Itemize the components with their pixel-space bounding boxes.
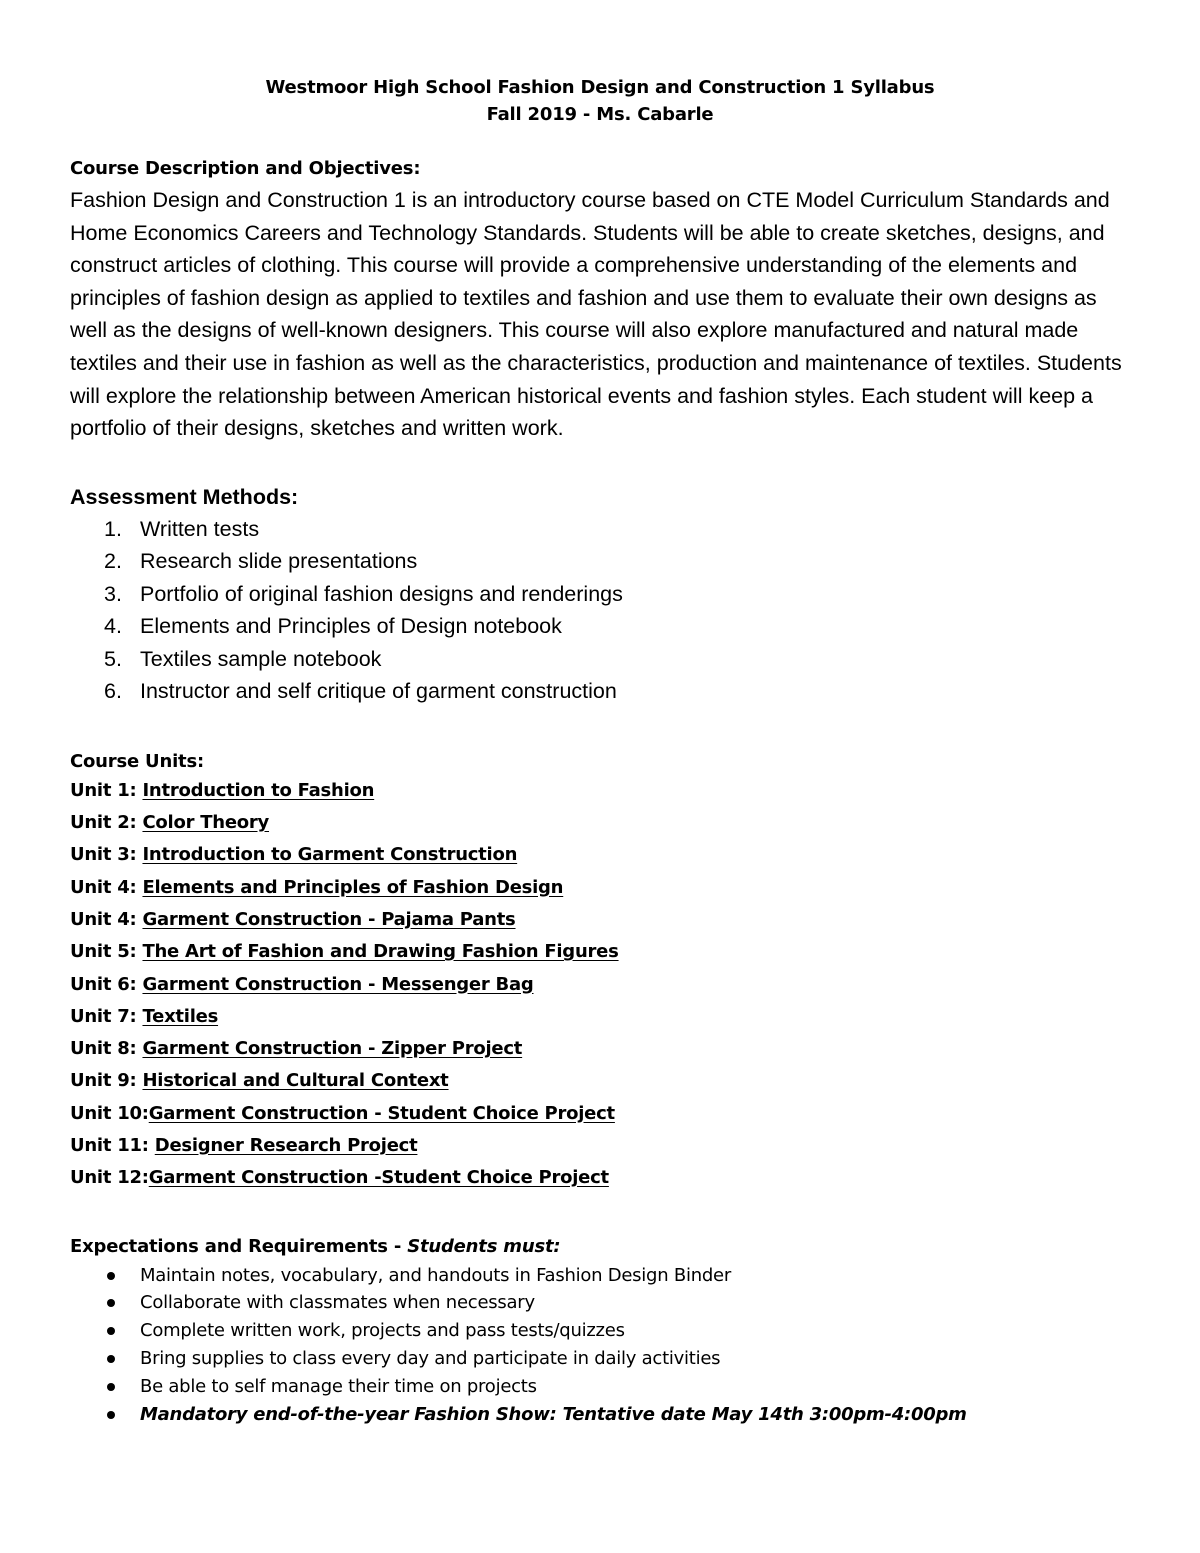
list-item: Bring supplies to class every day and participate in daily activities xyxy=(70,1345,1130,1373)
unit-link[interactable]: Garment Construction - Zipper Project xyxy=(142,1038,523,1060)
description-heading: Course Description and Objectives: xyxy=(70,158,421,179)
assessment-list xyxy=(70,513,1130,708)
list-item: 2. Research slide presentations xyxy=(104,549,418,574)
unit-item: Unit 11: Designer Research Project xyxy=(70,1135,418,1157)
list-item: 4. Elements and Principles of Design notebook xyxy=(104,614,562,639)
unit-item: Unit 5: The Art of Fashion and Drawing Fashion Figures xyxy=(70,941,619,963)
bullet-icon xyxy=(70,1401,140,1429)
list-item: Mandatory end-of-the-year Fashion Show: Tentative date May 14th 3:00pm-4:00pm xyxy=(70,1401,1130,1429)
bullet-icon xyxy=(70,1373,140,1401)
unit-link[interactable]: Garment Construction - Messenger Bag xyxy=(142,973,534,995)
document-title: Westmoor High School Fashion Design and Construction 1 Syllabus xyxy=(265,77,935,98)
units-list xyxy=(70,775,1130,1195)
units-heading: Course Units: xyxy=(70,750,204,772)
unit-item: Unit 10:Garment Construction - Student Choice Project xyxy=(70,1102,615,1124)
unit-link[interactable]: The Art of Fashion and Drawing Fashion Figures xyxy=(142,941,619,963)
list-item: Maintain notes, vocabulary, and handouts in Fashion Design Binder xyxy=(70,1262,1130,1290)
unit-item: Unit 7: Textiles xyxy=(70,1005,219,1027)
unit-link[interactable]: Elements and Principles of Fashion Design xyxy=(142,876,564,898)
unit-link[interactable]: Introduction to Fashion xyxy=(142,779,375,801)
expectations-heading: Expectations and Requirements - Students must: xyxy=(70,1235,561,1257)
unit-item: Unit 3: Introduction to Garment Construction xyxy=(70,844,518,866)
expectations-list xyxy=(70,1262,1130,1429)
unit-item: Unit 4: Elements and Principles of Fashion Design xyxy=(70,876,564,898)
unit-link[interactable]: Historical and Cultural Context xyxy=(142,1070,449,1092)
document-subtitle: Fall 2019 - Ms. Cabarle xyxy=(486,104,714,125)
bullet-icon xyxy=(70,1317,140,1345)
unit-item: Unit 1: Introduction to Fashion xyxy=(70,779,375,801)
unit-link[interactable]: Garment Construction - Student Choice Project xyxy=(148,1102,615,1124)
unit-item: Unit 6: Garment Construction - Messenger Bag xyxy=(70,973,534,995)
list-item: Be able to self manage their time on projects xyxy=(70,1373,1130,1401)
unit-link[interactable]: Color Theory xyxy=(142,812,270,834)
unit-item: Unit 9: Historical and Cultural Context xyxy=(70,1070,449,1092)
list-item: Collaborate with classmates when necessary xyxy=(70,1289,1130,1317)
bullet-icon xyxy=(70,1289,140,1317)
expectations-heading-emphasis: Students must: xyxy=(407,1235,561,1257)
document-header xyxy=(70,74,1130,128)
list-item: 1. Written tests xyxy=(104,516,260,541)
list-item: Complete written work, projects and pass tests/quizzes xyxy=(70,1317,1130,1345)
description-body: Fashion Design and Construction 1 is an introductory course based on CTE Model Curriculum Standards and Home Economics Careers and Technology Standards. Students will be able to create sketches, designs, and construct articles of clothing. This course will provide a comprehensive understanding of the elements and principles of fashion design as applied to textiles and fashion and use them to evaluate their own designs as well as the designs of well-known designers. This course will also explore manufactured and natural made textiles and their use in fashion as well as the characteristics, production and maintenance of textiles. Students will explore the relationship between American historical events and fashion styles. Each student will keep a portfolio of their designs, sketches and written work. xyxy=(70,188,1122,441)
unit-link[interactable]: Garment Construction - Pajama Pants xyxy=(142,908,516,930)
list-item: 3. Portfolio of original fashion designs and renderings xyxy=(104,581,623,606)
list-item: 6. Instructor and self critique of garment construction xyxy=(104,679,617,704)
unit-link[interactable]: Textiles xyxy=(142,1005,219,1027)
unit-item: Unit 4: Garment Construction - Pajama Pants xyxy=(70,908,516,930)
list-item: 5. Textiles sample notebook xyxy=(104,646,382,671)
unit-link[interactable]: Designer Research Project xyxy=(154,1135,418,1157)
unit-link[interactable]: Garment Construction -Student Choice Project xyxy=(148,1167,609,1189)
unit-item: Unit 12:Garment Construction -Student Choice Project xyxy=(70,1167,609,1189)
unit-link[interactable]: Introduction to Garment Construction xyxy=(142,844,518,866)
bullet-icon xyxy=(70,1262,140,1290)
unit-item: Unit 2: Color Theory xyxy=(70,812,270,834)
assessment-heading: Assessment Methods: xyxy=(70,484,299,509)
bullet-icon xyxy=(70,1345,140,1373)
unit-item: Unit 8: Garment Construction - Zipper Project xyxy=(70,1038,523,1060)
